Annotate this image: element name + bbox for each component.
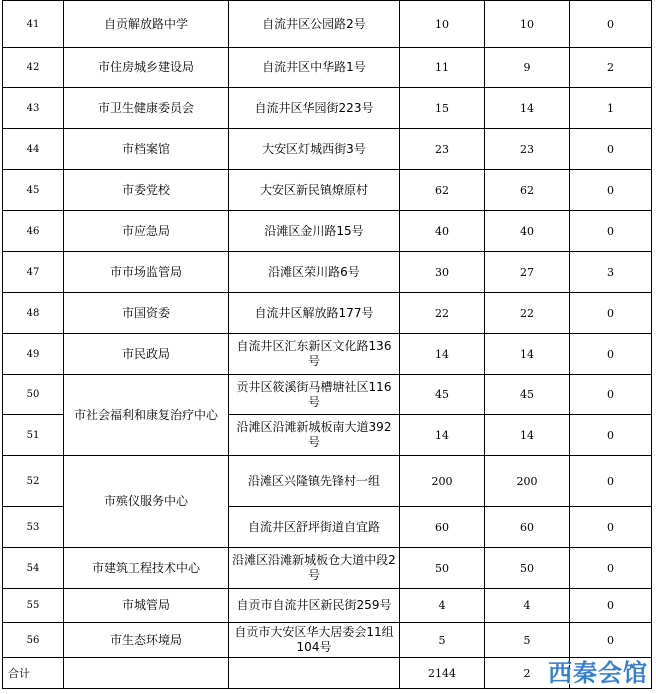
value-a: 4 [400, 589, 485, 623]
value-a: 14 [400, 415, 485, 456]
value-b: 5 [485, 623, 570, 658]
table-row [3, 88, 652, 129]
value-c: 0 [570, 211, 652, 252]
table-row [3, 252, 652, 293]
row-number: 51 [3, 415, 64, 456]
value-c: 0 [570, 548, 652, 589]
value-a: 22 [400, 293, 485, 334]
total-label: 合计 [3, 658, 64, 689]
row-number: 52 [3, 456, 64, 507]
unit-name: 市殡仪服务中心 [64, 456, 229, 548]
total-value-b: 2 [485, 658, 570, 689]
unit-name: 市档案馆 [64, 129, 229, 170]
address: 自流井区华园街223号 [229, 88, 400, 129]
row-number: 48 [3, 293, 64, 334]
row-number: 54 [3, 548, 64, 589]
address: 自流井区公园路2号 [229, 1, 400, 48]
value-a: 5 [400, 623, 485, 658]
value-c: 0 [570, 129, 652, 170]
value-b: 10 [485, 1, 570, 48]
value-b: 27 [485, 252, 570, 293]
unit-name: 市住房城乡建设局 [64, 48, 229, 88]
unit-name: 市建筑工程技术中心 [64, 548, 229, 589]
row-number: 44 [3, 129, 64, 170]
row-number: 46 [3, 211, 64, 252]
value-b: 23 [485, 129, 570, 170]
address: 自流井区解放路177号 [229, 293, 400, 334]
value-c: 0 [570, 375, 652, 415]
value-a: 200 [400, 456, 485, 507]
value-a: 50 [400, 548, 485, 589]
table-row [3, 1, 652, 48]
value-a: 23 [400, 129, 485, 170]
value-b: 14 [485, 88, 570, 129]
address: 自流井区汇东新区文化路136号 [229, 334, 400, 375]
row-number: 43 [3, 88, 64, 129]
data-table [2, 0, 652, 689]
table-row [3, 293, 652, 334]
row-number: 50 [3, 375, 64, 415]
value-a: 62 [400, 170, 485, 211]
row-number: 47 [3, 252, 64, 293]
value-c: 0 [570, 456, 652, 507]
address: 贡井区筱溪街马槽塘社区116号 [229, 375, 400, 415]
unit-name: 市民政局 [64, 334, 229, 375]
address: 沿滩区荣川路6号 [229, 252, 400, 293]
address: 自流井区中华路1号 [229, 48, 400, 88]
unit-name: 市卫生健康委员会 [64, 88, 229, 129]
value-b: 200 [485, 456, 570, 507]
total-value-a: 2144 [400, 658, 485, 689]
row-number: 55 [3, 589, 64, 623]
value-a: 60 [400, 507, 485, 548]
value-c: 3 [570, 252, 652, 293]
address: 沿滩区沿滩新城板仓大道中段2号 [229, 548, 400, 589]
row-number: 45 [3, 170, 64, 211]
value-c: 0 [570, 507, 652, 548]
total-unit-empty [64, 658, 229, 689]
value-b: 40 [485, 211, 570, 252]
value-b: 22 [485, 293, 570, 334]
value-a: 30 [400, 252, 485, 293]
value-b: 45 [485, 375, 570, 415]
value-b: 9 [485, 48, 570, 88]
total-address-empty [229, 658, 400, 689]
value-a: 11 [400, 48, 485, 88]
address: 自流井区舒坪街道自宜路 [229, 507, 400, 548]
value-c: 1 [570, 88, 652, 129]
address: 自贡市自流井区新民街259号 [229, 589, 400, 623]
value-b: 62 [485, 170, 570, 211]
table-row [3, 589, 652, 623]
value-c: 0 [570, 623, 652, 658]
unit-name: 市社会福利和康复治疗中心 [64, 375, 229, 456]
unit-name: 市市场监管局 [64, 252, 229, 293]
unit-name: 市生态环境局 [64, 623, 229, 658]
value-c: 2 [570, 48, 652, 88]
address: 大安区灯城西街3号 [229, 129, 400, 170]
unit-name: 市国资委 [64, 293, 229, 334]
value-c: 0 [570, 1, 652, 48]
row-number: 53 [3, 507, 64, 548]
value-a: 15 [400, 88, 485, 129]
value-a: 10 [400, 1, 485, 48]
row-number: 56 [3, 623, 64, 658]
value-c: 0 [570, 293, 652, 334]
table-row [3, 456, 652, 507]
table-row [3, 548, 652, 589]
row-number: 49 [3, 334, 64, 375]
value-b: 14 [485, 415, 570, 456]
value-a: 40 [400, 211, 485, 252]
address: 沿滩区沿滩新城板南大道392号 [229, 415, 400, 456]
value-b: 4 [485, 589, 570, 623]
table-row [3, 129, 652, 170]
table-row [3, 375, 652, 415]
address: 沿滩区兴隆镇先锋村一组 [229, 456, 400, 507]
unit-name: 市城管局 [64, 589, 229, 623]
row-number: 42 [3, 48, 64, 88]
value-c: 0 [570, 334, 652, 375]
value-c: 0 [570, 170, 652, 211]
unit-name: 市应急局 [64, 211, 229, 252]
value-b: 60 [485, 507, 570, 548]
value-a: 45 [400, 375, 485, 415]
address: 大安区新民镇燎原村 [229, 170, 400, 211]
value-b: 14 [485, 334, 570, 375]
value-c: 0 [570, 415, 652, 456]
address: 沿滩区金川路15号 [229, 211, 400, 252]
unit-name: 自贡解放路中学 [64, 1, 229, 48]
table-row [3, 48, 652, 88]
value-a: 14 [400, 334, 485, 375]
table-row [3, 170, 652, 211]
watermark-logo: 西秦会馆 [548, 659, 648, 687]
table-row [3, 211, 652, 252]
table-row [3, 334, 652, 375]
address: 自贡市大安区华大居委会11组104号 [229, 623, 400, 658]
value-b: 50 [485, 548, 570, 589]
row-number: 41 [3, 1, 64, 48]
value-c: 0 [570, 589, 652, 623]
unit-name: 市委党校 [64, 170, 229, 211]
